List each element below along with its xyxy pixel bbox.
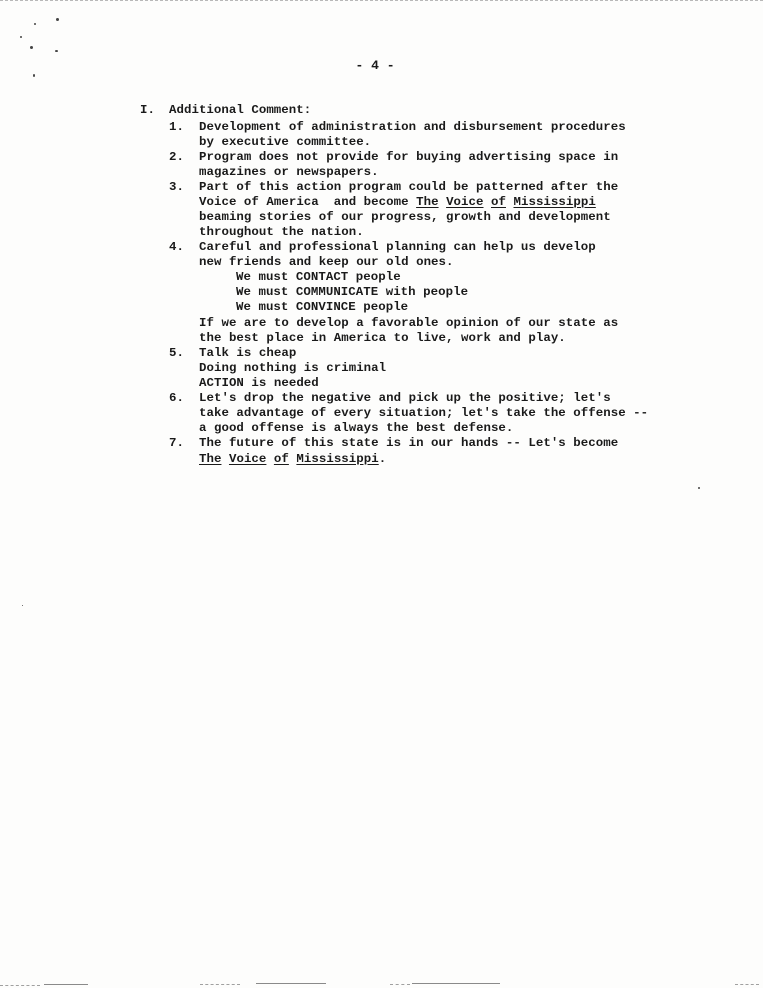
list-item-text: throughout the nation.: [199, 225, 364, 239]
voice-of-mississippi-word: Mississippi: [296, 452, 379, 466]
list-item-text: Let's drop the negative and pick up the positive; let's: [199, 391, 611, 405]
bottom-scan-edge: [735, 984, 759, 985]
list-item-number: 4.: [169, 240, 184, 254]
scan-speck: [56, 18, 59, 21]
list-item-text: take advantage of every situation; let's take the offense --: [199, 406, 649, 420]
bottom-scan-edge: [44, 984, 88, 985]
list-item-text: a good offense is always the best defense.: [199, 421, 514, 435]
voice-of-mississippi-word: of: [273, 452, 289, 466]
list-item-text: Doing nothing is criminal: [199, 361, 387, 375]
voice-of-mississippi-word: Voice: [228, 452, 267, 466]
indented-line: We must CONVINCE people: [236, 300, 409, 314]
list-item-number: 1.: [169, 120, 184, 134]
list-item-number: 5.: [169, 346, 184, 360]
section-numeral: I.: [140, 103, 155, 117]
scan-speck: [34, 23, 36, 25]
list-item-text: The future of this state is in our hands -- Let's become: [199, 436, 619, 450]
list-item-text: new friends and keep our old ones.: [199, 255, 454, 269]
bottom-scan-edge: [200, 984, 240, 985]
list-item-text: Careful and professional planning can help us develop: [199, 240, 596, 254]
scan-speck: [30, 46, 33, 49]
bottom-scan-edge: [390, 984, 410, 985]
list-item-text: magazines or newspapers.: [199, 165, 379, 179]
list-item-text: If we are to develop a favorable opinion of our state as: [199, 316, 619, 330]
list-item-text: [199, 195, 596, 210]
list-item-text: Development of administration and disbursement procedures: [199, 120, 626, 134]
indented-line: We must CONTACT people: [236, 270, 401, 284]
list-item-text: the best place in America to live, work and play.: [199, 331, 566, 345]
bottom-scan-edge: [0, 985, 40, 986]
voice-of-mississippi-word: Mississippi: [513, 195, 596, 209]
section-heading: Additional Comment:: [169, 103, 312, 117]
list-item-text: Part of this action program could be patterned after the: [199, 180, 619, 194]
voice-of-mississippi-word: Voice: [446, 195, 484, 209]
list-item-number: 7.: [169, 436, 184, 450]
list-item-number: 3.: [169, 180, 184, 194]
bottom-scan-edge: [256, 983, 326, 984]
scan-speck: [33, 74, 35, 77]
voice-of-mississippi-word: The: [416, 195, 439, 209]
list-item-text: Program does not provide for buying advertising space in: [199, 150, 619, 164]
bottom-scan-edge: [412, 983, 500, 984]
voice-of-mississippi-word: of: [491, 195, 506, 209]
scan-speck: [55, 50, 58, 52]
list-item-text: [199, 452, 386, 467]
voice-of-mississippi-word: The: [199, 452, 222, 466]
list-item-text: Talk is cheap: [199, 346, 297, 360]
list-item-number: 2.: [169, 150, 184, 164]
page-top-border: [0, 0, 763, 1]
indented-line: We must COMMUNICATE with people: [236, 285, 469, 299]
list-item-text-lead: Voice of America and become: [199, 195, 417, 209]
list-item-text: beaming stories of our progress, growth and development: [199, 210, 611, 224]
scan-speck: [698, 487, 700, 489]
list-item-text: ACTION is needed: [199, 376, 319, 390]
list-item-text-end: .: [378, 452, 387, 466]
page-number: - 4 -: [355, 58, 395, 73]
list-item-text: by executive committee.: [199, 135, 372, 149]
list-item-number: 6.: [169, 391, 184, 405]
